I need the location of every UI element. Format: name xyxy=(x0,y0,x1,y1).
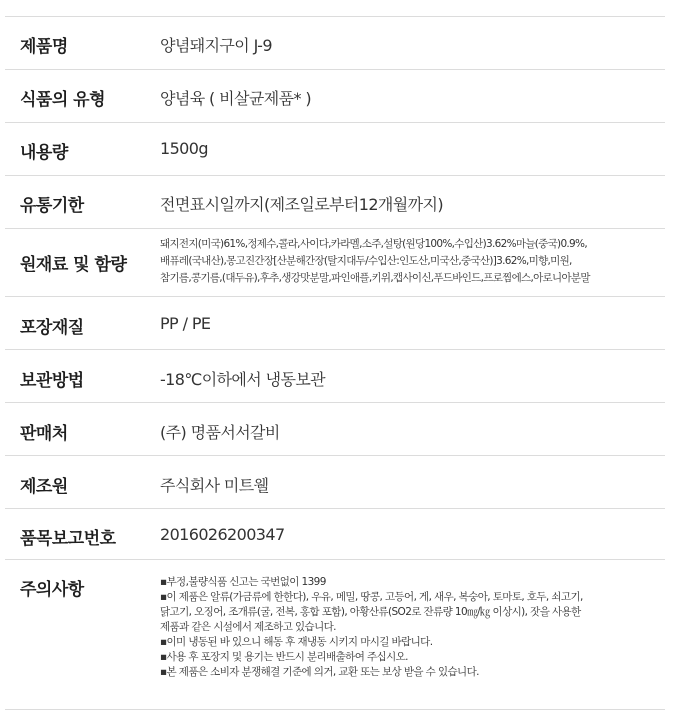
value-report-number: 2016026200347 xyxy=(160,525,285,544)
label-food-type: 식품의 유형 xyxy=(20,90,106,110)
row-food-type xyxy=(0,69,687,122)
row-ingredients xyxy=(0,228,687,296)
label-product-name: 제품명 xyxy=(20,37,68,57)
label-packaging: 포장재질 xyxy=(20,318,84,338)
row-manufacturer xyxy=(0,455,687,508)
precaution-line: ▪이 제품은 알류(가금류에 한한다), 우유, 메밀, 땅콩, 고등어, 게, 새우, 복숭아, 토마토, 호두, 쇠고기, xyxy=(160,591,583,603)
label-report-number: 품목보고번호 xyxy=(20,529,116,549)
row-report-number xyxy=(0,508,687,559)
row-net-content xyxy=(0,122,687,175)
label-precautions: 주의사항 xyxy=(20,580,84,600)
ingredients-line: 배퓨레(국내산),몽고진간장[산분해간장(탈지대두/수입산:인도산,미국산,중국산)]3.62%,미향,미원, xyxy=(160,255,572,267)
ingredients-line: 참기름,콩기름,(대두유),후추,생강맛분말,파인애플,키위,캡사이신,푸드바인드,프로찜에스,아로니아분말 xyxy=(160,272,590,284)
label-ingredients: 원재료 및 함량 xyxy=(20,255,127,275)
value-product-name: 양념돼지구이 J-9 xyxy=(160,36,272,55)
label-expiry: 유통기한 xyxy=(20,196,84,216)
row-packaging xyxy=(0,296,687,349)
label-seller: 판매처 xyxy=(20,424,68,444)
precaution-line: ▪사용 후 포장지 및 용기는 반드시 분리배출하여 주십시오. xyxy=(160,651,408,663)
precaution-line: ▪이미 냉동된 바 있으니 해동 후 재냉동 시키지 마시길 바랍니다. xyxy=(160,636,433,648)
row-divider xyxy=(5,709,665,710)
precaution-line: 제품과 같은 시설에서 제조하고 있습니다. xyxy=(160,621,336,633)
precaution-line: ▪본 제품은 소비자 분쟁해결 기준에 의거, 교환 또는 보상 받을 수 있습니다. xyxy=(160,666,479,678)
label-manufacturer: 제조원 xyxy=(20,477,68,497)
row-product-name xyxy=(0,16,687,69)
ingredients-line: 돼지전지(미국)61%,정제수,콜라,사이다,카라멜,소주,설탕(원당100%,수입산)3.62%마늘(중국)0.9%, xyxy=(160,238,587,250)
precautions-text xyxy=(160,575,665,680)
precaution-line: 닭고기, 오징어, 조개류(굴, 전복, 홍합 포함), 아황산류(SO2로 잔류량 10㎎/㎏ 이상시), 잣을 사용한 xyxy=(160,606,581,618)
row-expiry xyxy=(0,175,687,228)
value-food-type: 양념육 ( 비살균제품* ) xyxy=(160,89,311,108)
row-precautions xyxy=(0,559,687,709)
row-storage xyxy=(0,349,687,402)
value-seller: (주) 명품서서갈비 xyxy=(160,423,280,442)
value-expiry: 전면표시일까지(제조일로부터12개월까지) xyxy=(160,195,443,214)
label-storage: 보관방법 xyxy=(20,371,84,391)
value-manufacturer: 주식회사 미트웰 xyxy=(160,476,269,495)
value-storage: -18℃이하에서 냉동보관 xyxy=(160,370,326,389)
precaution-line: ▪부정,불량식품 신고는 국번없이 1399 xyxy=(160,576,326,588)
label-net-content: 내용량 xyxy=(20,143,68,163)
row-seller xyxy=(0,402,687,455)
value-packaging: PP / PE xyxy=(160,314,211,333)
ingredients-text xyxy=(160,236,665,287)
value-net-content: 1500g xyxy=(160,139,208,158)
